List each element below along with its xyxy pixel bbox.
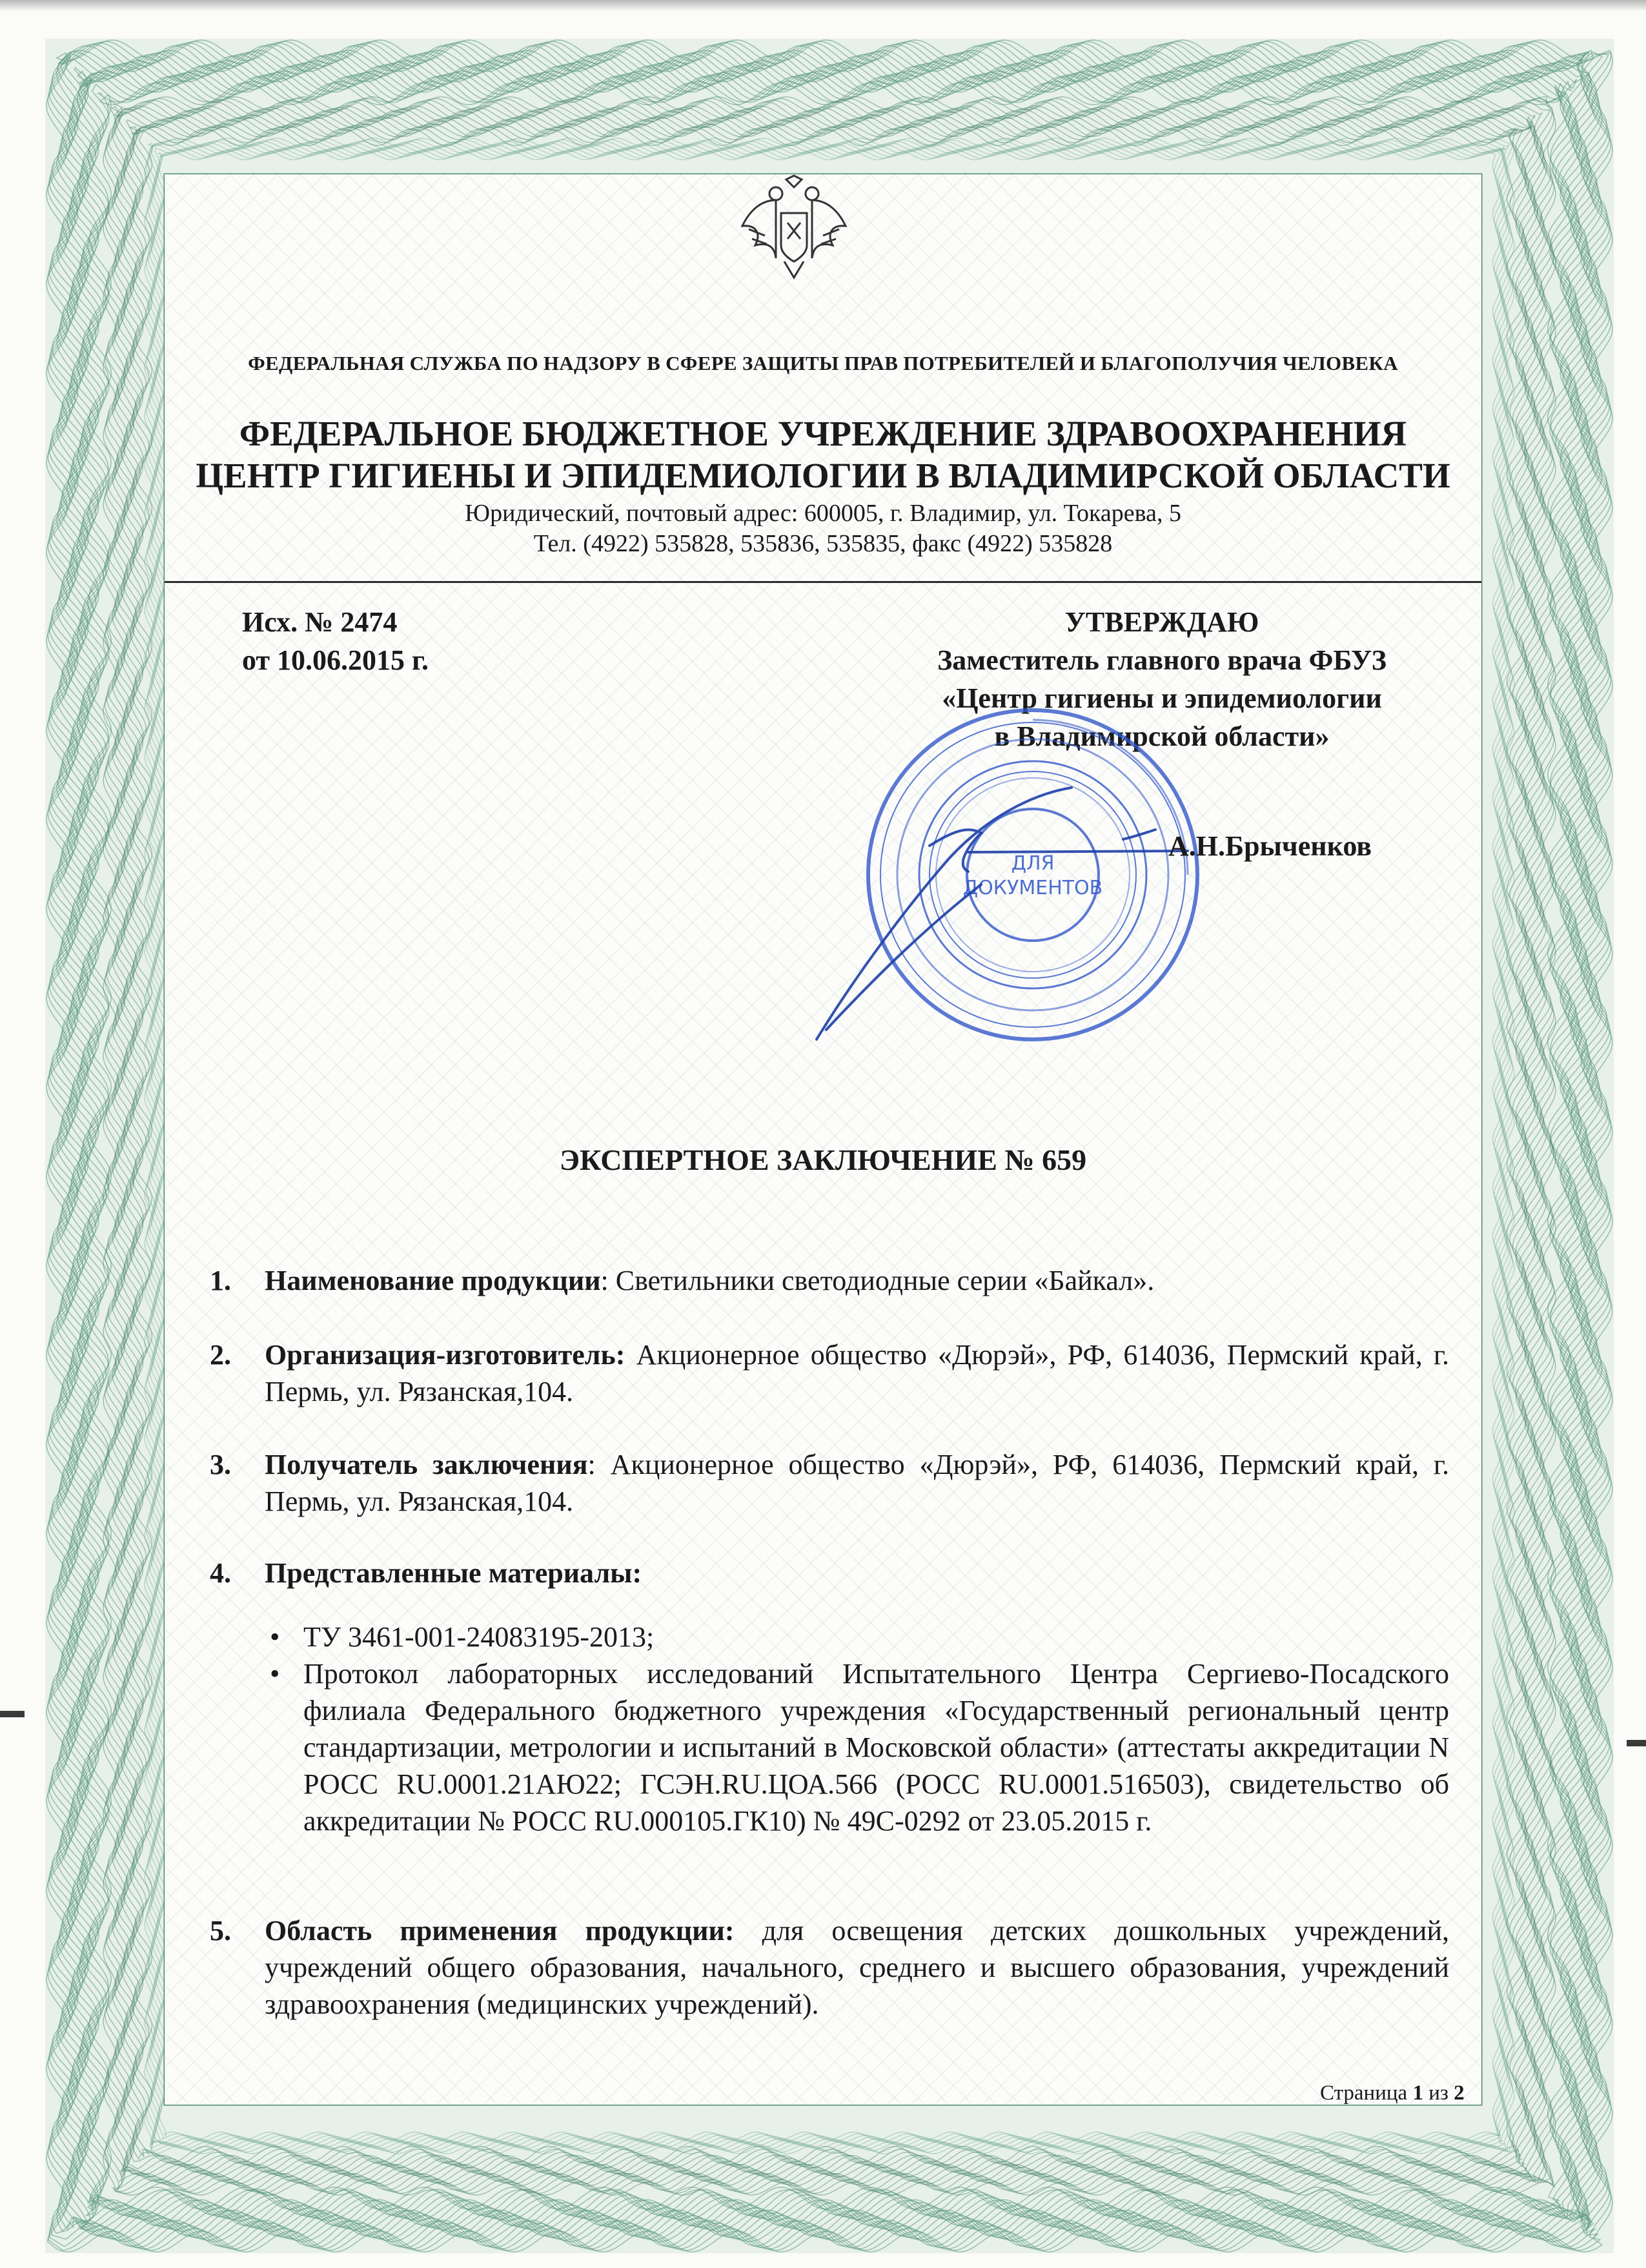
- section-separator: [734, 1915, 762, 1946]
- stamp-center-line2: ДОКУМЕНТОВ: [962, 877, 1103, 899]
- page-number: [1320, 2081, 1465, 2105]
- material-text: Протокол лабораторных исследований Испытательного Центра Сергиево-Посадского филиала Федерального бюджетного учреждения «Государственный региональный центр стандартизации, метрологии и испытаний в Московской области» (аттестаты аккредитации N РОСС RU.0001.21АЮ22; ГСЭН.RU.ЦОА.566 (РОСС RU.0001.516503), свидетельство об аккредитации № РОСС RU.000105.ГК10) № 49С-0292 от 23.05.2015 г.: [303, 1658, 1449, 1837]
- section-3: [210, 1446, 1449, 1520]
- organization-phones: Тел. (4922) 535828, 535836, 535835, факс (4922) 535828: [533, 530, 1113, 557]
- page-current: 1: [1412, 2081, 1423, 2105]
- section-label: Наименование продукции: [265, 1265, 601, 1296]
- section-text: для освещения детских дошкольных учреждений, учреждений общего образования, начального, среднего и высшего образования, учреждений здравоохранения (медицинских учреждений).: [265, 1915, 1449, 2020]
- section-1: [210, 1262, 1449, 1299]
- list-item: [265, 1619, 1449, 1655]
- section-separator: [625, 1339, 636, 1371]
- page-prefix: Страница: [1320, 2081, 1413, 2105]
- outgoing-date: от 10.06.2015 г.: [242, 644, 429, 676]
- organization-name-line1: ФЕДЕРАЛЬНОЕ БЮДЖЕТНОЕ УЧРЕЖДЕНИЕ ЗДРАВООХРАНЕНИЯ: [239, 414, 1407, 453]
- section-label: Представленные материалы:: [265, 1557, 642, 1589]
- approval-position-line1: Заместитель главного врача ФБУЗ: [937, 644, 1387, 676]
- section-separator: :: [587, 1449, 611, 1480]
- section-number: 3.: [210, 1449, 231, 1480]
- organization-address: Юридический, почтовый адрес: 600005, г. Владимир, ул. Токарева, 5: [465, 500, 1181, 527]
- approval-position-line2: «Центр гигиены и эпидемиологии: [942, 682, 1382, 714]
- material-text: ТУ 3461-001-24083195-2013;: [303, 1621, 655, 1653]
- section-label: Получатель заключения: [265, 1449, 588, 1480]
- outgoing-number: Исх. № 2474: [242, 606, 398, 638]
- page-total: 2: [1454, 2081, 1465, 2105]
- materials-list: [265, 1619, 1449, 1839]
- section-4: [210, 1555, 1449, 1591]
- organization-name-line2: ЦЕНТР ГИГИЕНЫ И ЭПИДЕМИОЛОГИИ В ВЛАДИМИРСКОЙ ОБЛАСТИ: [196, 456, 1450, 495]
- scan-edge: [0, 0, 1646, 10]
- section-2: [210, 1336, 1449, 1410]
- approver-name: А.Н.Брыченков: [1168, 830, 1372, 862]
- stamp-center-line1: ДЛЯ: [1011, 852, 1055, 875]
- section-number: 1.: [210, 1265, 231, 1296]
- bullet-icon: •: [270, 1621, 280, 1653]
- bullet-icon: •: [270, 1658, 280, 1690]
- section-text: Акционерное общество «Дюрэй», РФ, 614036, Пермский край, г. Пермь, ул. Рязанская,104.: [265, 1339, 1449, 1407]
- page-middle: из: [1423, 2081, 1454, 2105]
- section-number: 4.: [210, 1557, 231, 1589]
- approval-position-line3: в Владимирской области»: [994, 720, 1330, 752]
- section-separator: :: [600, 1265, 616, 1296]
- list-item: [265, 1655, 1449, 1839]
- coat-of-arms-icon: [736, 174, 852, 284]
- agency-name: ФЕДЕРАЛЬНАЯ СЛУЖБА ПО НАДЗОРУ В СФЕРЕ ЗАЩИТЫ ПРАВ ПОТРЕБИТЕЛЕЙ И БЛАГОПОЛУЧИЯ ЧЕЛОВЕКА: [248, 352, 1398, 374]
- handwritten-signature: [775, 768, 1226, 1059]
- section-5: [210, 1912, 1449, 2023]
- approval-title: УТВЕРЖДАЮ: [1064, 606, 1259, 638]
- document-title: ЭКСПЕРТНОЕ ЗАКЛЮЧЕНИЕ № 659: [559, 1143, 1087, 1176]
- section-number: 2.: [210, 1339, 231, 1371]
- section-label: Область применения продукции:: [265, 1915, 735, 1946]
- section-number: 5.: [210, 1915, 231, 1946]
- header-divider: [165, 581, 1481, 583]
- section-text: Светильники светодиодные серии «Байкал».: [615, 1265, 1155, 1296]
- scan-artifact: [1627, 1740, 1646, 1746]
- section-label: Организация-изготовитель:: [265, 1339, 625, 1371]
- section-text: Акционерное общество «Дюрэй», РФ, 614036, Пермский край, г. Пермь, ул. Рязанская,104.: [265, 1449, 1449, 1517]
- scan-artifact: [0, 1711, 25, 1717]
